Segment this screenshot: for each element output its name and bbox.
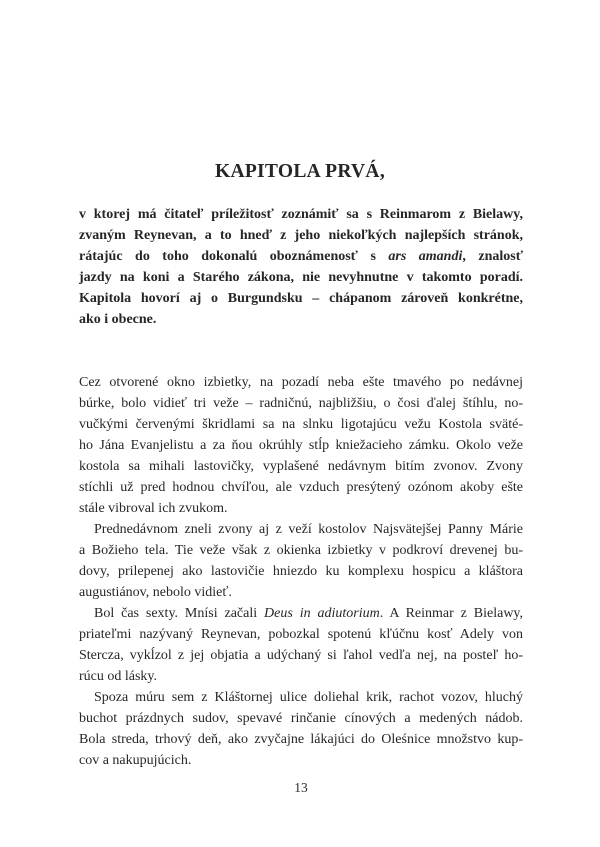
text-line: [79, 435, 523, 456]
text-segment: v ktorej má čitateľ príležitosť zoznámiť sa s Reinmarom z Bielawy,: [79, 207, 523, 222]
text-segment: dovy, prilepenej ako lastovičie hniezdo ku komplexu hospicu a kláštora: [79, 564, 523, 579]
text-segment: Bol čas sexty. Mnísi začali: [94, 606, 265, 621]
text-segment: Cez otvorené okno izbietky, na pozadí neba ešte tmavého po nedávnej: [79, 375, 523, 390]
text-segment: rúcu od lásky.: [79, 669, 158, 684]
text-line: [79, 225, 523, 246]
text-segment: ako i obecne.: [79, 312, 157, 327]
text-segment: , znalosť: [462, 249, 523, 264]
text-segment: . A Reinmar z Bielawy,: [379, 606, 524, 621]
text-segment: rátajúc do toho dokonalú oboznámenosť s: [79, 249, 389, 264]
text-segment: ho Jána Evanjelistu a za ňou okrúhly stĺp kniežacieho zámku. Okolo veže: [79, 438, 523, 453]
text-line: [79, 477, 523, 498]
text-line: [79, 246, 523, 267]
text-segment: stíchli už pred hodnou chvíľou, ale vzduch presýtený ozónom akoby ešte: [79, 480, 523, 495]
paragraph: [79, 603, 523, 687]
text-line: [79, 393, 523, 414]
text-line: [79, 624, 523, 645]
italic-phrase: ars amandi: [388, 249, 463, 264]
text-segment: vučkými červenými škridlami sa na slnku ligotajúcu vežu Kostola sväté-: [79, 417, 523, 432]
text-line: [79, 204, 523, 225]
text-line: [79, 561, 523, 582]
text-line: [79, 456, 523, 477]
text-line: [79, 498, 523, 519]
text-segment: Kapitola hovorí aj o Burgundsku – chápanom zároveň konkrétne,: [79, 291, 523, 306]
text-line: [79, 519, 523, 540]
paragraph: [79, 204, 523, 330]
text-line: [79, 309, 523, 330]
text-line: [79, 267, 523, 288]
text-segment: jazdy na koni a Starého zákona, nie nevyhnutne v takomto poradí.: [79, 270, 523, 285]
text-line: [79, 729, 523, 750]
text-line: [79, 666, 523, 687]
text-line: [79, 372, 523, 393]
text-segment: Prednedávnom zneli zvony aj z veží kostolov Najsvätejšej Panny Márie: [94, 522, 523, 537]
chapter-intro-block: [79, 204, 523, 330]
italic-phrase: Deus in adiutorium: [264, 606, 380, 621]
text-line: [79, 582, 523, 603]
text-segment: buchot prázdnych sudov, spevavé rinčanie cínových a medených nádob.: [79, 711, 523, 726]
paragraph: [79, 519, 523, 603]
text-line: [79, 687, 523, 708]
text-line: [79, 540, 523, 561]
text-segment: Spoza múru sem z Kláštornej ulice doliehal krik, rachot vozov, hluchý: [94, 690, 523, 705]
text-segment: zvaným Reynevan, a to hneď z jeho niekoľkých najlepších stránok,: [79, 228, 523, 243]
text-segment: kostola sa mihali lastovičky, vyplašené nedávnym bitím zvonov. Zvony: [79, 459, 523, 474]
text-line: [79, 414, 523, 435]
text-line: [79, 750, 523, 771]
text-line: [79, 645, 523, 666]
text-line: [79, 708, 523, 729]
text-line: [79, 288, 523, 309]
page-number: 13: [294, 780, 308, 795]
text-segment: Stercza, vykĺzol z jej objatia a udýchaný si ľahol vedľa nej, na posteľ ho-: [79, 648, 523, 663]
text-segment: priateľmi nazývaný Reynevan, pobozkal spotenú kľúčnu kosť Adely von: [79, 627, 523, 642]
paragraph: [79, 372, 523, 519]
text-segment: Bola streda, trhový deň, ako zvyčajne lákajúci do Oleśnice množstvo kup-: [79, 732, 523, 747]
chapter-heading: KAPITOLA PRVÁ,: [214, 161, 385, 182]
paragraph: [79, 687, 523, 771]
text-segment: cov a nakupujúcich.: [79, 753, 192, 768]
text-line: [79, 603, 523, 624]
text-segment: a Božieho tela. Tie veže však z okienka izbietky v podkroví drevenej bu-: [79, 543, 523, 558]
body-text-block: [79, 372, 523, 771]
text-segment: augustiánov, nebolo vidieť.: [79, 585, 232, 600]
text-segment: stále vibroval ich zvukom.: [79, 501, 228, 516]
text-segment: búrke, bolo vidieť tri veže – radničnú, najbližšiu, o čosi ďalej štíhlu, no-: [79, 396, 523, 411]
